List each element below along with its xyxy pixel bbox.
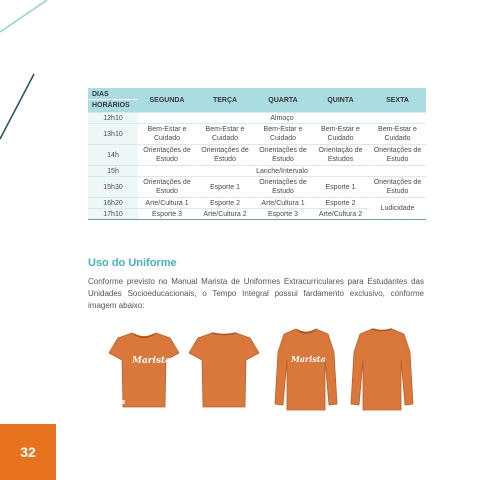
table-row (88, 124, 426, 145)
header-day-wednesday: QUARTA (254, 88, 312, 113)
table-header-row (88, 88, 426, 113)
table-cell: Orientação de Estudos (312, 145, 369, 166)
table-cell: Esporte 1 (196, 177, 254, 198)
table-row (88, 177, 426, 198)
time-cell: 15h (88, 166, 138, 177)
table-cell: Arte/Cultura 1 (138, 198, 196, 209)
schedule-table (88, 88, 426, 220)
time-cell: 13h10 (88, 124, 138, 145)
header-day-friday: SEXTA (369, 88, 426, 113)
time-cell: 14h (88, 145, 138, 166)
table-cell: Esporte 1 (312, 177, 369, 198)
shirt-logo-text: Marista (291, 354, 326, 364)
table-cell: Esporte 2 (312, 198, 369, 209)
table-row (88, 198, 426, 209)
short-sleeve-shirt-front (108, 330, 180, 410)
header-corner-divider (88, 99, 138, 100)
table-row (88, 166, 426, 177)
page-number-badge: 32 (0, 424, 56, 480)
time-cell: 16h20 (88, 198, 138, 209)
table-cell: Orientações de Estudo (138, 145, 196, 166)
table-cell: Orientações de Estudo (369, 145, 426, 166)
table-cell: Orientações de Estudo (254, 177, 312, 198)
table-row (88, 113, 426, 124)
table-cell: Arte/Cultura 1 (254, 198, 312, 209)
shirt-logo-text: Marista (132, 356, 172, 366)
span-cell: Lanche/Intervalo (138, 166, 426, 177)
header-days-label: DIAS (92, 91, 109, 98)
table-cell: Bem-Estar e Cuidado (312, 124, 369, 145)
span-cell: Almoço (138, 113, 426, 124)
header-day-tuesday: TERÇA (196, 88, 254, 113)
long-sleeve-shirt-front (274, 326, 338, 414)
table-cell: Esporte 3 (254, 209, 312, 220)
table-cell: Orientações de Estudo (254, 145, 312, 166)
table-row (88, 145, 426, 166)
long-sleeve-shirt-back (350, 326, 414, 414)
table-cell: Esporte 2 (196, 198, 254, 209)
table-cell: Orientações de Estudo (138, 177, 196, 198)
uniform-description: Conforme previsto no Manual Marista de Uniformes Extracurriculares para Estudantes das Unidades Socioeducacionais, o Tempo Integral possui fardamento exclusivo, conforme imagem abaixo: (88, 277, 424, 310)
table-cell: Bem-Estar e Cuidado (254, 124, 312, 145)
table-cell: Orientações de Estudo (196, 145, 254, 166)
header-corner-cell (88, 88, 138, 113)
table-cell: Arte/Cultura 2 (196, 209, 254, 220)
time-cell: 17h10 (88, 209, 138, 220)
table-cell: Orientações de Estudo (369, 177, 426, 198)
table-cell: Bem-Estar e Cuidado (196, 124, 254, 145)
header-hours-label: HORÁRIOS (92, 102, 130, 109)
time-cell: 15h30 (88, 177, 138, 198)
table-cell: Arte/Cultura 2 (312, 209, 369, 220)
section-title: Uso do Uniforme (88, 257, 177, 269)
table-cell: Esporte 3 (138, 209, 196, 220)
table-cell: Bem-Estar e Cuidado (138, 124, 196, 145)
short-sleeve-shirt-back (188, 330, 260, 410)
table-cell: Ludicidade (369, 198, 426, 220)
table-cell: Bem-Estar e Cuidado (369, 124, 426, 145)
header-day-thursday: QUINTA (312, 88, 369, 113)
time-cell: 12h10 (88, 113, 138, 124)
header-day-monday: SEGUNDA (138, 88, 196, 113)
